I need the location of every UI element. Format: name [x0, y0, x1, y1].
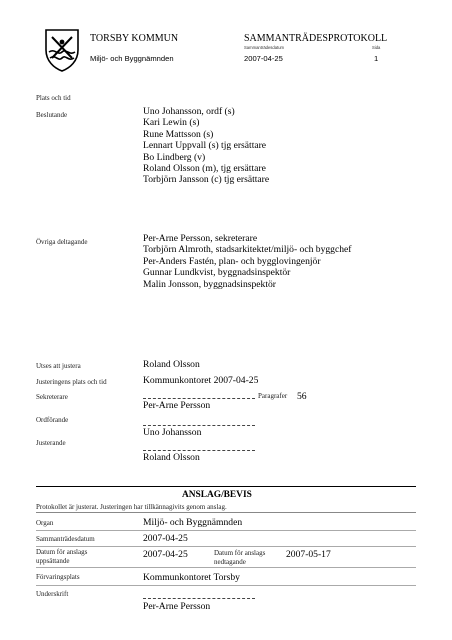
- notice-top-rule: [36, 486, 416, 487]
- organ-label: Organ: [36, 519, 54, 527]
- justerare-label: Utses att justera: [36, 362, 81, 370]
- secretary-name: Per-Arne Persson: [143, 400, 211, 411]
- header-date-label: Sammanträdesdatum: [244, 45, 285, 50]
- meeting-date-rule: [36, 546, 416, 547]
- signature-label: Underskrift: [36, 590, 69, 598]
- posted-date-label: [36, 548, 87, 565]
- decision-member: Bo Lindberg (v): [143, 151, 206, 163]
- secretary-label: Sekreterare: [36, 393, 68, 401]
- adjustment-place-value: Kommunkontoret 2007-04-25: [143, 375, 259, 386]
- place-time-label: Plats och tid: [36, 94, 71, 102]
- removed-date-value: 2007-05-17: [286, 549, 331, 560]
- participant: Gunnar Lundkvist, byggnadsinspektör: [143, 267, 291, 279]
- organ-value: Miljö- och Byggnämnden: [143, 517, 243, 528]
- adjuster-name: Roland Olsson: [143, 452, 200, 463]
- adjuster-signature-line: [143, 450, 255, 451]
- decision-makers-label: Beslutande: [36, 111, 68, 119]
- adjustment-place-label: Justeringens plats och tid: [36, 378, 107, 386]
- notice-intro: Protokollet är justerat. Justeringen har tillkännagivits genom anslag.: [36, 503, 227, 511]
- chair-name: Uno Johansson: [143, 427, 202, 438]
- header-doc-type: SAMMANTRÄDESPROTOKOLL: [244, 33, 388, 44]
- decision-member: Lennart Uppvall (s) tjg ersättare: [143, 140, 267, 152]
- justerare-value: Roland Olsson: [143, 359, 200, 370]
- notice-intro-rule: [36, 512, 416, 513]
- participant: Per-Arne Persson, sekreterare: [143, 233, 258, 244]
- signature-name: Per-Arne Persson: [143, 601, 211, 612]
- decision-member: Torbjörn Jansson (c) tjg ersättare: [143, 174, 270, 186]
- posted-label-line2: uppsättande: [36, 556, 70, 565]
- decision-member: Rune Mattsson (s): [143, 128, 214, 140]
- storage-rule: [36, 585, 416, 586]
- participant: Malin Jonsson, byggnadsinspektör: [143, 278, 276, 290]
- removed-label-line1: Datum för anslags: [214, 549, 266, 557]
- meeting-date-value: 2007-04-25: [143, 533, 188, 544]
- removed-label-line2: nedtagande: [214, 557, 246, 566]
- storage-value: Kommunkontoret Torsby: [143, 572, 240, 583]
- participant: Torbjörn Almroth, stadsarkitektet/miljö- och byggchef: [143, 244, 352, 256]
- notice-title: ANSLAG/BEVIS: [182, 490, 252, 500]
- organ-rule: [36, 530, 416, 531]
- paragraphs-value: 56: [297, 391, 307, 402]
- other-participants-label: Övriga deltagande: [36, 238, 88, 246]
- chair-label: Ordförande: [36, 416, 69, 424]
- decision-member: Roland Olsson (m), tjg ersättare: [143, 162, 266, 174]
- participant: Per-Anders Fastén, plan- och bygglovingenjör: [143, 255, 321, 267]
- secretary-signature-line: [143, 398, 255, 399]
- posted-label-line1: Datum för anslags: [36, 548, 88, 556]
- header-page-number: 1: [374, 54, 379, 63]
- posted-date-value: 2007-04-25: [143, 549, 188, 560]
- adjuster-label: Justerande: [36, 439, 66, 447]
- header-org-name: TORSBY KOMMUN: [90, 33, 179, 44]
- header-committee: Miljö- och Byggnämnden: [90, 54, 174, 63]
- header-page-label: Sida: [372, 45, 381, 50]
- decision-member: Uno Johansson, ordf (s): [143, 106, 235, 117]
- municipal-coat-of-arms: [44, 28, 80, 72]
- other-participants-list: [143, 233, 351, 290]
- paragraphs-label: Paragrafer: [258, 392, 288, 400]
- storage-label: Förvaringsplats: [36, 573, 80, 581]
- chair-signature-line: [143, 425, 255, 426]
- signature-line: [143, 598, 255, 599]
- header-date: 2007-04-25: [244, 54, 283, 63]
- removed-date-label: [214, 549, 265, 566]
- posted-date-rule: [36, 567, 416, 568]
- decision-makers-list: [143, 106, 269, 186]
- meeting-date-label: Sammanträdesdatum: [36, 535, 95, 543]
- decision-member: Kari Lewin (s): [143, 117, 200, 129]
